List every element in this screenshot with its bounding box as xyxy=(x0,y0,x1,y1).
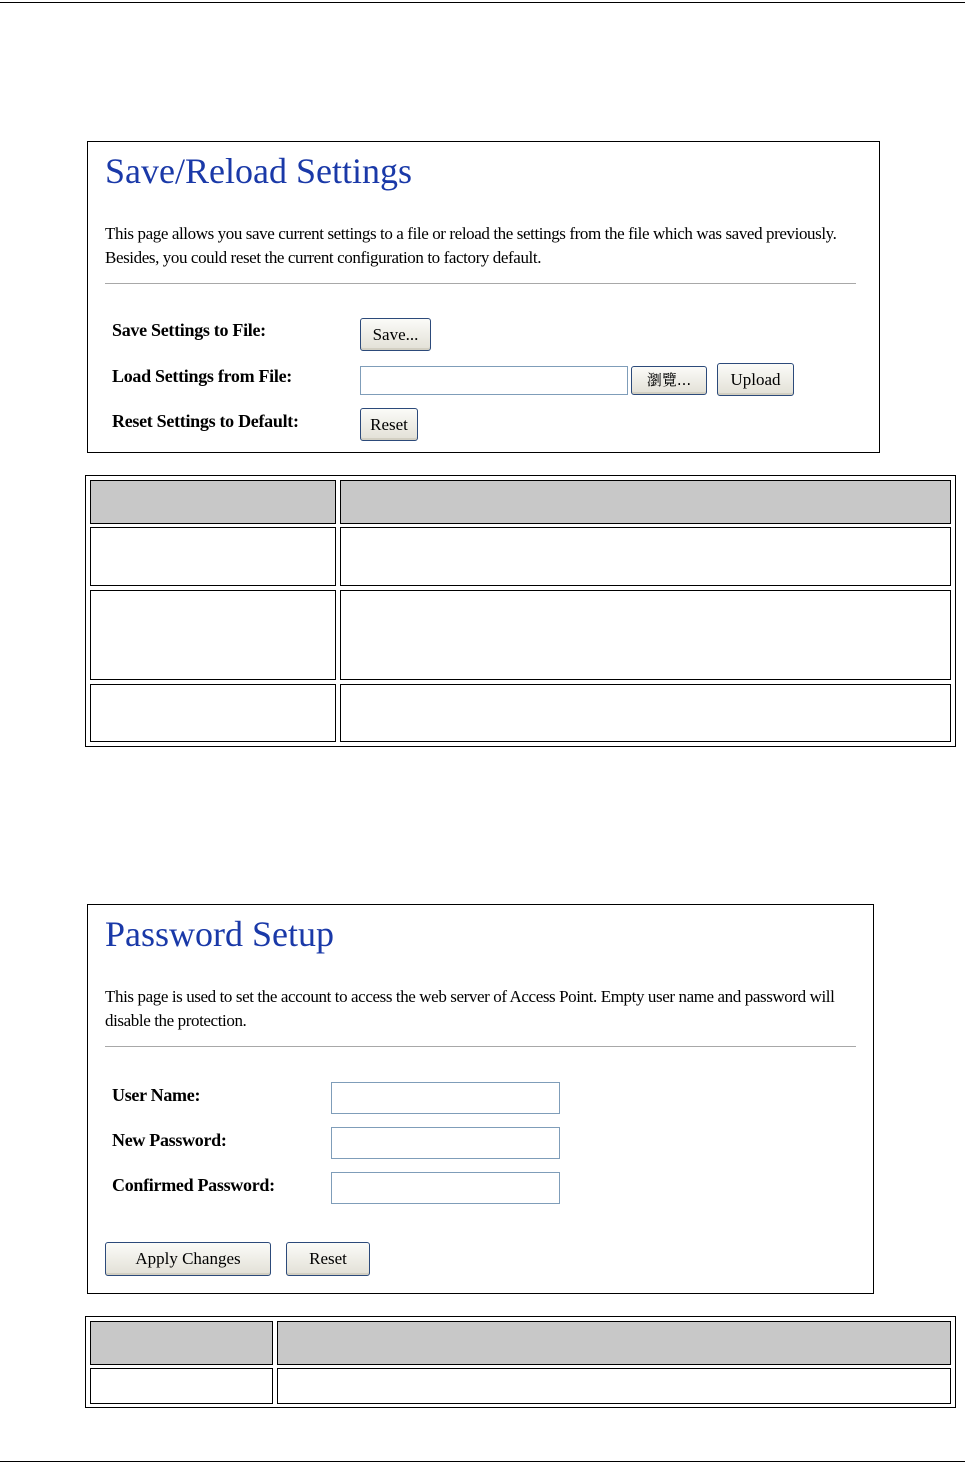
table-cell xyxy=(277,1368,951,1404)
table-header-cell xyxy=(90,480,336,524)
password-reset-button[interactable]: Reset xyxy=(286,1242,370,1276)
reset-to-default-button[interactable]: Reset xyxy=(360,408,418,441)
save-reload-title: Save/Reload Settings xyxy=(105,151,412,191)
confirmed-password-label: Confirmed Password: xyxy=(112,1175,275,1195)
save-button[interactable]: Save... xyxy=(360,318,431,351)
username-label: User Name: xyxy=(112,1085,201,1105)
reset-settings-label: Reset Settings to Default: xyxy=(112,411,299,431)
save-reload-info-table xyxy=(85,475,956,747)
table-cell xyxy=(340,590,951,680)
page-bottom-rule xyxy=(0,1461,965,1462)
table-cell xyxy=(90,1368,273,1404)
new-password-label: New Password: xyxy=(112,1130,227,1150)
save-reload-panel xyxy=(87,141,880,453)
table-header-cell xyxy=(277,1321,951,1365)
username-input[interactable] xyxy=(331,1082,560,1114)
password-setup-divider xyxy=(105,1046,856,1047)
table-cell xyxy=(90,684,336,742)
password-setup-title: Password Setup xyxy=(105,914,335,954)
confirmed-password-input[interactable] xyxy=(331,1172,560,1204)
save-reload-divider xyxy=(105,283,856,284)
page-top-rule xyxy=(0,2,965,3)
table-cell xyxy=(340,684,951,742)
password-info-table xyxy=(85,1316,956,1408)
table-header-cell xyxy=(340,480,951,524)
save-settings-label: Save Settings to File: xyxy=(112,320,266,340)
table-header-cell xyxy=(90,1321,273,1365)
table-cell xyxy=(90,527,336,586)
apply-changes-button[interactable]: Apply Changes xyxy=(105,1242,271,1276)
password-setup-panel xyxy=(87,904,874,1294)
table-cell xyxy=(90,590,336,680)
new-password-input[interactable] xyxy=(331,1127,560,1159)
table-cell xyxy=(340,527,951,586)
browse-button[interactable]: 瀏覽... xyxy=(631,366,707,395)
load-file-input[interactable] xyxy=(360,366,628,395)
load-settings-label: Load Settings from File: xyxy=(112,366,292,386)
password-setup-description: This page is used to set the account to access the web server of Access Point. Empty user name and password will disable the protection. xyxy=(105,987,835,1030)
upload-button[interactable]: Upload xyxy=(717,363,794,396)
save-reload-description: This page allows you save current settings to a file or reload the settings from the file which was saved previously. Besides, you could reset the current configuration to factory default. xyxy=(105,224,837,267)
